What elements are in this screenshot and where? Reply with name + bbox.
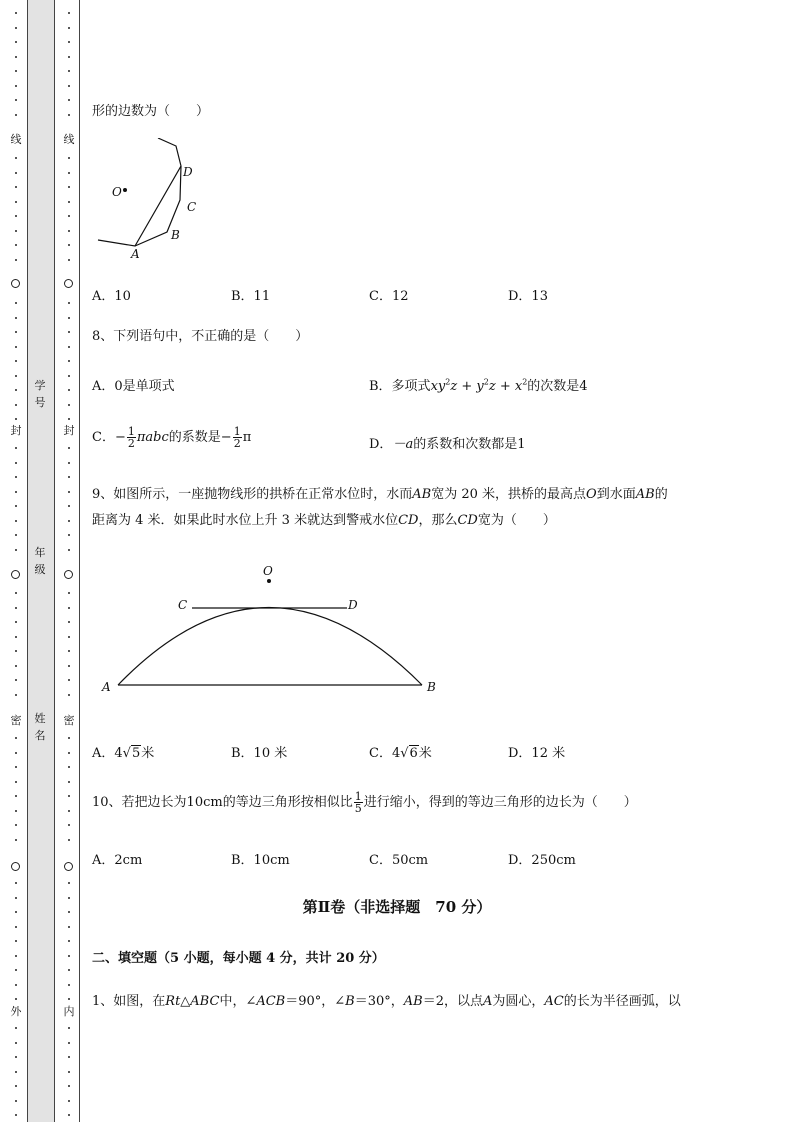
margin-dot	[15, 694, 17, 696]
right-dotted-margin	[63, 0, 75, 1123]
q9-option-b: B．10 米	[231, 746, 288, 761]
margin-char-xian: 线	[63, 133, 75, 146]
q7-figure	[92, 138, 222, 263]
margin-dot	[15, 940, 17, 942]
margin-dot	[68, 491, 70, 493]
q7-option-c: C．12	[369, 289, 409, 304]
margin-dot	[68, 969, 70, 971]
q9-top-point	[267, 579, 271, 583]
margin-dot	[68, 346, 70, 348]
grade-label: 年 级	[34, 546, 46, 576]
margin-dot	[68, 230, 70, 232]
margin-dot	[68, 679, 70, 681]
margin-dot	[15, 505, 17, 507]
margin-dot	[68, 418, 70, 420]
q9-arch-figure	[96, 560, 446, 695]
binding-line	[79, 0, 80, 1122]
margin-dot	[15, 795, 17, 797]
margin-circle	[64, 279, 73, 288]
margin-dot	[68, 752, 70, 754]
margin-dot	[15, 998, 17, 1000]
margin-dot	[68, 781, 70, 783]
margin-dot	[68, 984, 70, 986]
q9-stem-line1: 9、如图所示，一座抛物线形的拱桥在正常水位时，水而AB宽为 20 米，拱桥的最高点O到水面AB的	[92, 487, 668, 502]
margin-dot	[68, 244, 70, 246]
margin-dot	[68, 926, 70, 928]
margin-dot	[15, 665, 17, 667]
margin-dot	[68, 810, 70, 812]
q7-option-b: B．11	[231, 289, 271, 304]
margin-dot	[15, 882, 17, 884]
margin-dot	[15, 302, 17, 304]
margin-circle	[64, 570, 73, 579]
margin-dot	[68, 215, 70, 217]
q9-label-o: O	[263, 564, 273, 578]
margin-dot	[15, 462, 17, 464]
margin-dot	[15, 781, 17, 783]
margin-dot	[15, 157, 17, 159]
margin-dot	[15, 1071, 17, 1073]
margin-dot	[15, 810, 17, 812]
margin-dot	[68, 27, 70, 29]
margin-dot	[15, 984, 17, 986]
q10-option-d: D．250cm	[508, 853, 576, 868]
margin-dot	[15, 114, 17, 116]
margin-dot	[15, 1100, 17, 1102]
margin-dot	[68, 375, 70, 377]
margin-char-feng: 封	[63, 424, 75, 437]
margin-dot	[68, 621, 70, 623]
margin-char-wai: 外	[10, 1005, 22, 1018]
margin-dot	[68, 607, 70, 609]
margin-dot	[15, 201, 17, 203]
margin-dot	[68, 172, 70, 174]
q7-label-a: A	[131, 247, 140, 261]
margin-dot	[15, 621, 17, 623]
q9-label-b: B	[427, 680, 436, 694]
margin-dot	[68, 114, 70, 116]
margin-dot	[68, 824, 70, 826]
margin-dot	[68, 520, 70, 522]
margin-dot	[68, 1056, 70, 1058]
margin-dot	[15, 172, 17, 174]
q9-label-c: C	[178, 598, 188, 612]
q8-option-b: B．多项式$xy^2z + y^2z + x^2$的次数是4	[369, 377, 588, 394]
margin-dot	[68, 447, 70, 449]
margin-char-mi: 密	[10, 714, 22, 727]
q7-label-c: C	[187, 200, 197, 214]
student-id-label: 学 号	[34, 379, 46, 409]
name-label: 姓 名	[34, 712, 46, 742]
margin-dot	[68, 940, 70, 942]
margin-dot	[68, 505, 70, 507]
margin-dot	[15, 491, 17, 493]
margin-dot	[15, 27, 17, 29]
margin-dot	[15, 955, 17, 957]
margin-dot	[15, 1027, 17, 1029]
q10-stem: 10、若把边长为10cm的等边三角形按相似比 $\frac{1}{5}$ 进行缩小，得到的等边三角形的边长为（ ）	[92, 790, 637, 815]
margin-dot	[68, 41, 70, 43]
margin-dot	[15, 636, 17, 638]
margin-circle	[11, 570, 20, 579]
q7-label-o: O	[112, 185, 122, 199]
q7-option-a: A．10	[92, 289, 131, 304]
margin-dot	[68, 1114, 70, 1116]
margin-dot	[68, 476, 70, 478]
margin-dot	[15, 447, 17, 449]
margin-dot	[15, 926, 17, 928]
margin-dot	[15, 259, 17, 261]
margin-dot	[15, 230, 17, 232]
q8-option-d: D．－a的系数和次数都是1	[369, 437, 526, 452]
q9-option-a: A．4√5米	[92, 746, 155, 761]
q9-label-d: D	[348, 598, 358, 612]
q7-center-point	[123, 188, 127, 192]
margin-dot	[68, 389, 70, 391]
margin-dot	[68, 1071, 70, 1073]
q8-option-c: C．− $\frac{1}{2}$ πabc的系数是− $\frac{1}{2}$ π	[92, 425, 252, 450]
margin-dot	[15, 650, 17, 652]
margin-dot	[68, 70, 70, 72]
margin-dot	[68, 549, 70, 551]
q10-option-c: C．50cm	[369, 853, 429, 868]
margin-dot	[15, 476, 17, 478]
margin-dot	[15, 418, 17, 420]
q7-label-b: B	[171, 228, 180, 242]
margin-dot	[68, 592, 70, 594]
margin-dot	[15, 1085, 17, 1087]
margin-dot	[15, 1042, 17, 1044]
margin-dot	[15, 607, 17, 609]
margin-dot	[68, 85, 70, 87]
margin-circle	[11, 279, 20, 288]
margin-dot	[15, 592, 17, 594]
margin-char-xian: 线	[10, 133, 22, 146]
margin-dot	[68, 636, 70, 638]
q7-option-d: D．13	[508, 289, 548, 304]
section2-title: 二、填空题（5 小题，每小题 4 分，共计 20 分）	[92, 951, 385, 966]
margin-dot	[68, 665, 70, 667]
margin-dot	[68, 157, 70, 159]
margin-dot	[68, 1100, 70, 1102]
q8-stem: 8、下列语句中，不正确的是（ ）	[92, 329, 309, 344]
margin-char-mi: 密	[63, 714, 75, 727]
margin-circle	[64, 862, 73, 871]
margin-dot	[15, 375, 17, 377]
margin-dot	[68, 99, 70, 101]
margin-dot	[68, 882, 70, 884]
margin-dot	[15, 520, 17, 522]
q9-label-a: A	[102, 680, 111, 694]
margin-dot	[68, 259, 70, 261]
margin-dot	[15, 969, 17, 971]
q9-arch-curve	[118, 608, 422, 686]
margin-dot	[15, 549, 17, 551]
margin-dot	[15, 12, 17, 14]
margin-dot	[68, 998, 70, 1000]
margin-dot	[68, 56, 70, 58]
margin-dot	[15, 346, 17, 348]
part2-title: 第Ⅱ卷（非选择题 70 分）	[302, 898, 492, 916]
margin-dot	[15, 824, 17, 826]
margin-dot	[68, 360, 70, 362]
q7-label-d: D	[183, 165, 193, 179]
margin-dot	[68, 650, 70, 652]
margin-dot	[68, 795, 70, 797]
margin-dot	[68, 534, 70, 536]
margin-dot	[15, 360, 17, 362]
margin-dot	[15, 404, 17, 406]
q9-stem-line2: 距离为 4 米．如果此时水位上升 3 米就达到警戒水位CD，那么CD宽为（ ）	[92, 513, 556, 528]
margin-dot	[68, 462, 70, 464]
margin-dot	[68, 317, 70, 319]
margin-dot	[68, 955, 70, 957]
margin-dot	[15, 679, 17, 681]
q8-option-a: A．0是单项式	[92, 379, 175, 394]
margin-dot	[15, 534, 17, 536]
margin-circle	[11, 862, 20, 871]
q10-option-b: B．10cm	[231, 853, 290, 868]
margin-dot	[15, 186, 17, 188]
margin-dot	[68, 302, 70, 304]
margin-dot	[15, 737, 17, 739]
margin-dot	[15, 85, 17, 87]
margin-dot	[68, 201, 70, 203]
left-dotted-margin	[10, 0, 22, 1123]
margin-dot	[15, 752, 17, 754]
margin-dot	[68, 737, 70, 739]
q9-option-c: C．4√6米	[369, 746, 432, 761]
margin-dot	[68, 1042, 70, 1044]
margin-dot	[15, 317, 17, 319]
margin-dot	[15, 215, 17, 217]
margin-dot	[68, 1027, 70, 1029]
margin-dot	[68, 766, 70, 768]
margin-dot	[68, 331, 70, 333]
margin-dot	[15, 766, 17, 768]
margin-dot	[68, 839, 70, 841]
margin-char-feng: 封	[10, 424, 22, 437]
fill1-stem: 1、如图，在Rt△ABC中，∠ACB＝90°，∠B＝30°，AB＝2，以点A为圆心，AC的长为半径画弧，以	[92, 994, 681, 1009]
margin-dot	[15, 70, 17, 72]
margin-dot	[15, 41, 17, 43]
margin-dot	[15, 1114, 17, 1116]
margin-dot	[15, 331, 17, 333]
q7-stem: 形的边数为（ ）	[92, 104, 210, 119]
margin-dot	[15, 244, 17, 246]
margin-dot	[15, 99, 17, 101]
margin-dot	[68, 186, 70, 188]
margin-dot	[15, 839, 17, 841]
margin-dot	[68, 12, 70, 14]
margin-char-nei: 内	[63, 1005, 75, 1018]
margin-dot	[15, 56, 17, 58]
margin-dot	[15, 1056, 17, 1058]
margin-dot	[68, 694, 70, 696]
q10-option-a: A．2cm	[92, 853, 143, 868]
margin-dot	[68, 404, 70, 406]
margin-dot	[15, 389, 17, 391]
margin-dot	[68, 1085, 70, 1087]
q9-option-d: D．12 米	[508, 746, 566, 761]
